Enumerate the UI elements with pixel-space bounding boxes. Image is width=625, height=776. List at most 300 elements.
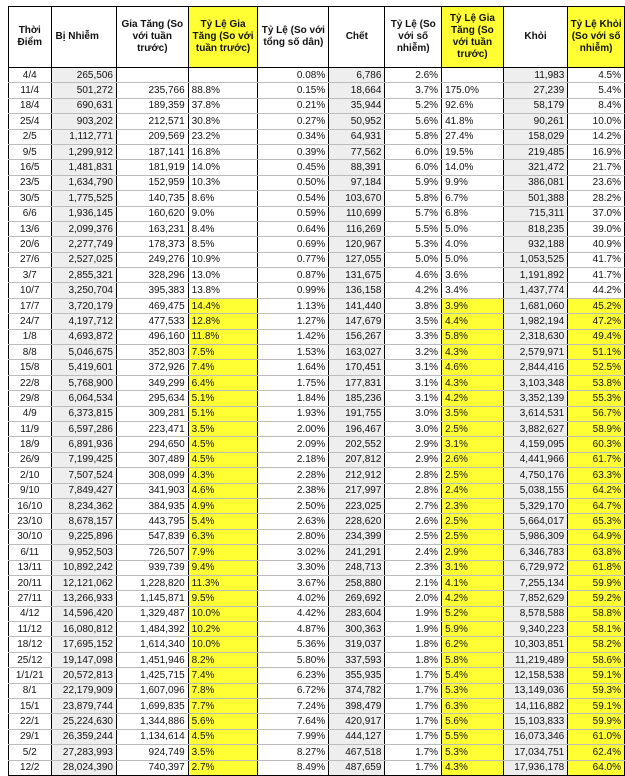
table-cell: 11,983 (503, 68, 568, 83)
table-cell: 4.1% (442, 575, 504, 590)
table-row (9, 206, 625, 221)
table-cell: 10.9% (188, 252, 258, 267)
table-cell: 0.87% (258, 268, 329, 283)
table-cell: 51.1% (568, 345, 625, 360)
table-cell: 212,571 (116, 114, 188, 129)
table-cell: 5.4% (568, 83, 625, 98)
table-cell: 2/5 (9, 129, 52, 144)
table-cell: 337,593 (329, 652, 385, 667)
header-cell: Gia Tăng (So với tuần trước) (116, 7, 188, 68)
table-cell: 20,572,813 (51, 668, 116, 683)
table-cell: 110,699 (329, 206, 385, 221)
table-cell: 1.7% (385, 683, 442, 698)
table-cell: 11/4 (9, 83, 52, 98)
table-cell: 49.4% (568, 329, 625, 344)
table-cell: 2,844,416 (503, 360, 568, 375)
table-cell: 7.7% (188, 699, 258, 714)
table-cell: 103,670 (329, 191, 385, 206)
table-row (9, 421, 625, 436)
table-cell: 932,188 (503, 237, 568, 252)
table-cell: 120,967 (329, 237, 385, 252)
table-row (9, 622, 625, 637)
table-cell: 5.1% (188, 406, 258, 421)
table-row (9, 283, 625, 298)
table-cell: 372,926 (116, 360, 188, 375)
table-cell: 181,919 (116, 160, 188, 175)
table-cell: 10,303,851 (503, 637, 568, 652)
table-cell: 61.7% (568, 452, 625, 467)
table-cell: 63.8% (568, 545, 625, 560)
table-cell: 24/7 (9, 314, 52, 329)
table-cell: 2.1% (385, 575, 442, 590)
table-cell: 2.28% (258, 468, 329, 483)
table-cell: 1.8% (385, 652, 442, 667)
table-cell: 27/11 (9, 591, 52, 606)
table-cell: 22,179,909 (51, 683, 116, 698)
table-row (9, 406, 625, 421)
table-cell: 0.15% (258, 83, 329, 98)
table-cell: 6.8% (442, 206, 504, 221)
table-cell: 7.8% (188, 683, 258, 698)
table-cell: 209,569 (116, 129, 188, 144)
table-body (9, 68, 625, 776)
table-cell: 2.9% (385, 452, 442, 467)
table-cell: 501,388 (503, 191, 568, 206)
table-row (9, 329, 625, 344)
table-cell: 3,720,179 (51, 298, 116, 313)
table-cell: 140,735 (116, 191, 188, 206)
table-cell: 11/12 (9, 622, 52, 637)
table-cell: 5.4% (442, 668, 504, 683)
table-row (9, 498, 625, 513)
table-cell: 3,250,704 (51, 283, 116, 298)
table-row (9, 314, 625, 329)
table-cell: 2.5% (442, 421, 504, 436)
table-cell: 2.7% (188, 760, 258, 775)
table-cell: 4/12 (9, 606, 52, 621)
table-cell: 4,693,872 (51, 329, 116, 344)
table-cell: 28.2% (568, 191, 625, 206)
table-cell: 469,475 (116, 298, 188, 313)
table-cell: 17/7 (9, 298, 52, 313)
table-row (9, 468, 625, 483)
table-cell: 4.3% (442, 760, 504, 775)
table-cell: 5.8% (442, 329, 504, 344)
table-cell: 52.5% (568, 360, 625, 375)
table-cell: 7.4% (188, 668, 258, 683)
table-cell: 6,729,972 (503, 560, 568, 575)
table-row (9, 652, 625, 667)
table-cell: 196,467 (329, 421, 385, 436)
table-cell: 1,425,715 (116, 668, 188, 683)
table-cell: 4.42% (258, 606, 329, 621)
table-cell: 3.2% (385, 345, 442, 360)
table-cell: 20/11 (9, 575, 52, 590)
table-cell: 178,373 (116, 237, 188, 252)
table-cell: 2.6% (385, 514, 442, 529)
table-cell: 37.8% (188, 98, 258, 113)
table-cell: 924,749 (116, 745, 188, 760)
table-cell: 2.38% (258, 483, 329, 498)
table-cell: 189,359 (116, 98, 188, 113)
table-cell: 2.0% (385, 591, 442, 606)
table-cell: 7,849,427 (51, 483, 116, 498)
table-cell: 234,399 (329, 529, 385, 544)
table-cell: 0.45% (258, 160, 329, 175)
table-cell: 8.4% (568, 98, 625, 113)
table-cell: 16,080,812 (51, 622, 116, 637)
table-cell: 7,852,629 (503, 591, 568, 606)
table-cell: 4.3% (442, 345, 504, 360)
header-cell: Thời Điểm (9, 7, 52, 68)
table-cell: 30/5 (9, 191, 52, 206)
table-cell: 1,634,790 (51, 175, 116, 190)
table-cell: 443,795 (116, 514, 188, 529)
table-cell: 4.02% (258, 591, 329, 606)
table-row (9, 606, 625, 621)
table-cell: 496,160 (116, 329, 188, 344)
table-cell: 2.4% (442, 483, 504, 498)
table-cell: 5.6% (442, 714, 504, 729)
table-cell: 17,034,751 (503, 745, 568, 760)
table-cell: 5.0% (385, 252, 442, 267)
table-cell: 141,440 (329, 298, 385, 313)
table-cell: 13/6 (9, 221, 52, 236)
table-cell: 13/11 (9, 560, 52, 575)
table-cell: 5.2% (385, 98, 442, 113)
table-cell: 374,782 (329, 683, 385, 698)
table-cell: 477,533 (116, 314, 188, 329)
table-cell: 352,803 (116, 345, 188, 360)
table-cell: 12.8% (188, 314, 258, 329)
table-cell: 23.2% (188, 129, 258, 144)
table-cell: 0.50% (258, 175, 329, 190)
table-row (9, 360, 625, 375)
table-cell: 25/4 (9, 114, 52, 129)
table-cell: 147,679 (329, 314, 385, 329)
table-row (9, 98, 625, 113)
table-cell: 3.6% (442, 268, 504, 283)
table-cell: 1.7% (385, 729, 442, 744)
table-cell: 10/7 (9, 283, 52, 298)
table-cell: 467,518 (329, 745, 385, 760)
table-cell: 16.8% (188, 144, 258, 159)
table-cell: 4.2% (385, 283, 442, 298)
table-cell: 5,986,309 (503, 529, 568, 544)
table-cell: 44.2% (568, 283, 625, 298)
table-cell: 8.2% (188, 652, 258, 667)
table-cell: 6.0% (385, 144, 442, 159)
table-row (9, 437, 625, 452)
table-cell: 1,191,892 (503, 268, 568, 283)
table-cell: 1,145,871 (116, 591, 188, 606)
table-cell: 349,299 (116, 375, 188, 390)
table-cell: 5.2% (442, 606, 504, 621)
table-cell: 228,620 (329, 514, 385, 529)
table-row (9, 683, 625, 698)
table-cell: 97,184 (329, 175, 385, 190)
table-cell: 0.64% (258, 221, 329, 236)
table-cell: 15,103,833 (503, 714, 568, 729)
table-cell: 4.5% (568, 68, 625, 83)
table-row (9, 591, 625, 606)
table-cell: 25,224,630 (51, 714, 116, 729)
table-cell: 127,055 (329, 252, 385, 267)
header-cell: Tỷ Lệ Gia Tăng (So với tuần trước) (188, 7, 258, 68)
table-cell: 1.8% (385, 637, 442, 652)
table-cell: 219,485 (503, 144, 568, 159)
table-row (9, 699, 625, 714)
table-cell: 64,931 (329, 129, 385, 144)
table-cell: 1.27% (258, 314, 329, 329)
table-cell: 9,340,223 (503, 622, 568, 637)
table-cell: 55.3% (568, 391, 625, 406)
table-cell: 258,880 (329, 575, 385, 590)
table-cell: 30/10 (9, 529, 52, 544)
table-cell: 8,678,157 (51, 514, 116, 529)
table-cell: 2.9% (442, 545, 504, 560)
table-cell: 1/8 (9, 329, 52, 344)
table-row (9, 268, 625, 283)
table-cell: 420,917 (329, 714, 385, 729)
table-cell: 163,027 (329, 345, 385, 360)
table-cell: 14.0% (188, 160, 258, 175)
table-cell: 5,329,170 (503, 498, 568, 513)
table-cell: 2.5% (442, 468, 504, 483)
table-cell: 5.3% (442, 683, 504, 698)
table-cell: 4.6% (442, 360, 504, 375)
table-cell: 2.5% (442, 514, 504, 529)
table-cell: 26,359,244 (51, 729, 116, 744)
table-cell: 11.3% (188, 575, 258, 590)
table-row (9, 560, 625, 575)
table-cell: 59.9% (568, 575, 625, 590)
table-cell: 726,507 (116, 545, 188, 560)
table-cell: 3.9% (442, 298, 504, 313)
table-cell (442, 68, 504, 83)
table-cell: 21.7% (568, 160, 625, 175)
table-row (9, 175, 625, 190)
table-cell: 64.7% (568, 498, 625, 513)
table-cell: 1,614,340 (116, 637, 188, 652)
table-cell: 7.24% (258, 699, 329, 714)
table-cell: 8.6% (188, 191, 258, 206)
table-cell: 10.0% (568, 114, 625, 129)
table-cell: 1,982,194 (503, 314, 568, 329)
table-cell: 58.2% (568, 637, 625, 652)
table-cell: 58.9% (568, 421, 625, 436)
table-cell: 7,199,425 (51, 452, 116, 467)
table-cell: 14.0% (442, 160, 504, 175)
table-cell: 10,892,242 (51, 560, 116, 575)
table-cell: 3.5% (385, 314, 442, 329)
table-cell: 4.4% (442, 314, 504, 329)
table-cell: 191,755 (329, 406, 385, 421)
table-cell: 1,299,912 (51, 144, 116, 159)
table-cell: 2.6% (385, 68, 442, 83)
header-cell: Bị Nhiễm (51, 7, 116, 68)
table-cell: 0.34% (258, 129, 329, 144)
table-cell: 27/6 (9, 252, 52, 267)
table-cell: 1,329,487 (116, 606, 188, 621)
table-cell: 25/12 (9, 652, 52, 667)
table-cell: 14.4% (188, 298, 258, 313)
table-cell: 4,750,176 (503, 468, 568, 483)
table-cell: 13.0% (188, 268, 258, 283)
table-cell: 3.5% (442, 406, 504, 421)
table-cell: 1.13% (258, 298, 329, 313)
table-cell: 0.59% (258, 206, 329, 221)
table-cell: 6.3% (442, 699, 504, 714)
table-cell: 7.5% (188, 345, 258, 360)
table-cell (188, 68, 258, 83)
table-cell: 5.36% (258, 637, 329, 652)
table-cell: 0.77% (258, 252, 329, 267)
table-cell: 152,959 (116, 175, 188, 190)
table-cell: 160,620 (116, 206, 188, 221)
table-cell: 2.09% (258, 437, 329, 452)
table-cell: 2.63% (258, 514, 329, 529)
table-cell: 10.0% (188, 637, 258, 652)
table-cell: 7.9% (188, 545, 258, 560)
table-cell: 12,121,062 (51, 575, 116, 590)
table-cell: 59.3% (568, 683, 625, 698)
table-cell: 5.3% (385, 237, 442, 252)
table-cell: 3.30% (258, 560, 329, 575)
table-cell: 59.9% (568, 714, 625, 729)
table-cell: 1,134,614 (116, 729, 188, 744)
table-cell: 6.2% (442, 637, 504, 652)
covid-table-container (8, 6, 625, 776)
table-cell: 11/9 (9, 421, 52, 436)
header-cell: Tỷ Lệ (So với số nhiễm) (385, 7, 442, 68)
table-cell: 5.8% (385, 191, 442, 206)
table-cell: 23/10 (9, 514, 52, 529)
table-cell: 6,891,936 (51, 437, 116, 452)
table-cell: 2,099,376 (51, 221, 116, 236)
table-cell: 319,037 (329, 637, 385, 652)
table-cell: 0.27% (258, 114, 329, 129)
table-cell: 59.2% (568, 591, 625, 606)
table-cell: 395,383 (116, 283, 188, 298)
table-cell: 3.0% (385, 421, 442, 436)
table-cell: 8,578,588 (503, 606, 568, 621)
table-cell: 63.3% (568, 468, 625, 483)
table-cell: 2.3% (442, 498, 504, 513)
table-row (9, 68, 625, 83)
table-cell: 1.7% (385, 745, 442, 760)
table-cell: 223,025 (329, 498, 385, 513)
table-cell: 5,664,017 (503, 514, 568, 529)
table-cell: 4.5% (188, 452, 258, 467)
table-cell: 23.6% (568, 175, 625, 190)
table-cell: 39.0% (568, 221, 625, 236)
table-cell: 2,277,749 (51, 237, 116, 252)
table-cell: 4.6% (385, 268, 442, 283)
header-cell: Chết (329, 7, 385, 68)
table-row (9, 345, 625, 360)
table-cell: 19,147,098 (51, 652, 116, 667)
table-cell: 2/10 (9, 468, 52, 483)
table-cell: 3,103,348 (503, 375, 568, 390)
table-cell: 903,202 (51, 114, 116, 129)
table-cell: 13,149,036 (503, 683, 568, 698)
table-cell: 8.49% (258, 760, 329, 775)
table-cell: 5.5% (385, 221, 442, 236)
table-cell: 7,255,134 (503, 575, 568, 590)
table-cell: 3/7 (9, 268, 52, 283)
table-cell: 6.4% (188, 375, 258, 390)
table-cell: 4.6% (188, 483, 258, 498)
table-cell: 13,266,933 (51, 591, 116, 606)
table-row (9, 668, 625, 683)
table-cell: 9.5% (188, 591, 258, 606)
table-cell: 37.0% (568, 206, 625, 221)
table-cell: 5,768,900 (51, 375, 116, 390)
table-cell: 6.3% (188, 529, 258, 544)
table-cell: 64.9% (568, 529, 625, 544)
table-cell: 2.6% (442, 452, 504, 467)
table-cell: 6.23% (258, 668, 329, 683)
table-cell: 307,489 (116, 452, 188, 467)
table-cell: 29/8 (9, 391, 52, 406)
table-cell: 14.2% (568, 129, 625, 144)
table-cell: 8.27% (258, 745, 329, 760)
table-cell: 1.7% (385, 699, 442, 714)
table-cell: 61.8% (568, 560, 625, 575)
table-cell: 58.8% (568, 606, 625, 621)
table-cell: 6,346,783 (503, 545, 568, 560)
table-cell: 22/8 (9, 375, 52, 390)
table-cell: 5.9% (442, 622, 504, 637)
table-cell: 1,681,060 (503, 298, 568, 313)
table-cell: 116,269 (329, 221, 385, 236)
table-cell: 10.0% (188, 606, 258, 621)
table-cell: 59.1% (568, 699, 625, 714)
table-cell: 5.80% (258, 652, 329, 667)
table-cell: 1,775,525 (51, 191, 116, 206)
table-cell: 19.5% (442, 144, 504, 159)
table-row (9, 375, 625, 390)
table-cell: 53.8% (568, 375, 625, 390)
table-cell: 1,607,096 (116, 683, 188, 698)
table-cell: 187,141 (116, 144, 188, 159)
table-cell: 294,650 (116, 437, 188, 452)
table-cell: 11.8% (188, 329, 258, 344)
covid-statistics-table (8, 6, 625, 776)
table-cell: 2.80% (258, 529, 329, 544)
table-cell (116, 68, 188, 83)
table-cell: 9.9% (442, 175, 504, 190)
table-cell: 58.1% (568, 622, 625, 637)
table-cell: 61.0% (568, 729, 625, 744)
table-cell: 23,879,744 (51, 699, 116, 714)
table-cell: 58,179 (503, 98, 568, 113)
table-cell: 283,604 (329, 606, 385, 621)
table-cell: 5.7% (385, 206, 442, 221)
table-cell: 170,451 (329, 360, 385, 375)
table-cell: 15/1 (9, 699, 52, 714)
table-cell: 45.2% (568, 298, 625, 313)
table-cell: 20/6 (9, 237, 52, 252)
table-cell: 0.08% (258, 68, 329, 83)
table-cell: 444,127 (329, 729, 385, 744)
table-cell: 15/8 (9, 360, 52, 375)
table-cell: 28,024,390 (51, 760, 116, 775)
table-cell: 300,363 (329, 622, 385, 637)
table-cell: 30.8% (188, 114, 258, 129)
table-row (9, 83, 625, 98)
